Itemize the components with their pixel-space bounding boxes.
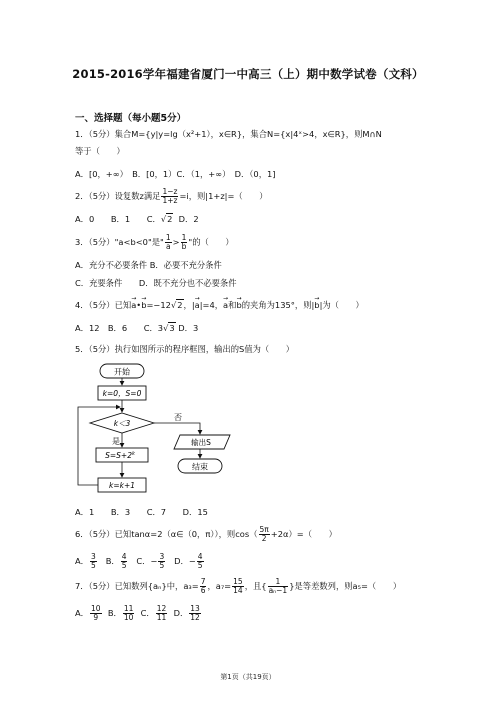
- q3-frac-a: [165, 234, 172, 251]
- flow-cond-label: k＜3: [113, 419, 131, 428]
- q3-frac-b: [181, 234, 188, 251]
- q6-an: 3: [90, 552, 96, 561]
- q7-f1n: 7: [200, 577, 206, 586]
- q7-opt-c: C．: [140, 608, 155, 618]
- q4-stem: [75, 299, 364, 311]
- q7-opt-a: A．: [75, 608, 89, 618]
- q7-frac-d: [189, 605, 201, 622]
- q6-frac-a: [90, 553, 97, 570]
- q3-options-1: A．充分不必要条件 B．必要不充分条件: [75, 260, 222, 270]
- q7-stem: [75, 578, 401, 595]
- q6-opt-b: B．: [105, 556, 120, 566]
- q7-text-post: }是等差数列，则a₅=（ ）: [289, 581, 402, 591]
- q7-f2d: 14: [233, 586, 243, 595]
- q6-fn: 5π: [259, 525, 269, 534]
- q4-opts: A．12 B．6 C．3: [75, 323, 164, 333]
- flow-no-label: 否: [174, 413, 182, 422]
- q4-sqrt: 2: [177, 300, 183, 310]
- q6-fraction: [259, 526, 270, 543]
- q3-f2n: 1: [181, 233, 187, 242]
- q7-bn: 11: [123, 604, 134, 613]
- q4-and: 和: [228, 300, 237, 310]
- q7-opt-b: B．: [107, 608, 122, 618]
- q7-text: 7．（5分）已知数列{aₙ}中，a₃=: [75, 581, 199, 591]
- exam-title: 2015-2016学年福建省厦门一中高三（上）期中数学试卷（文科）: [72, 67, 424, 81]
- q2-fraction: [161, 188, 178, 205]
- q6-options: [75, 553, 205, 570]
- q7-frac-3: [268, 578, 289, 595]
- q6-fd: 2: [261, 534, 267, 543]
- q4-angle: 的夹角为135°，则|: [241, 300, 315, 310]
- q4-vec-a2: → a: [195, 300, 200, 310]
- q2-opt-d: D．2: [178, 214, 199, 224]
- q3-text-post: "的（ ）: [188, 237, 234, 247]
- flow-update-label: $S=S+2^k$: [105, 451, 135, 460]
- q2-den: 1+z: [162, 196, 178, 205]
- q7-frac-a: [90, 605, 102, 622]
- q1-stem: 1．（5分）集合M={y|y=lg（x²+1），x∈R}，集合N={x|4ˣ>4，x∈R}，则M∩N: [75, 129, 382, 139]
- q6-dd: 5: [197, 561, 203, 570]
- q2-text: 2．（5分）设复数z满足: [75, 191, 161, 201]
- q5-options: A．1 B．3 C．7 D．15: [75, 507, 208, 517]
- q3-options-2: C．充要条件 D．既不充分也不必要条件: [75, 278, 237, 288]
- flow-init-label: k=0，S=0: [102, 389, 142, 398]
- flow-yes-label: 是: [112, 437, 120, 446]
- q6-text-post: +2α）=（ ）: [270, 529, 337, 539]
- q6-frac-d: [197, 553, 204, 570]
- q6-cd: 5: [159, 561, 165, 570]
- q7-f1d: 6: [200, 586, 206, 595]
- q4-vec-b2: → b: [236, 300, 241, 310]
- q6-frac-c: [158, 553, 165, 570]
- q4-opt-sqrt: 3: [169, 323, 175, 333]
- q7-ad: 9: [93, 613, 99, 622]
- q7-frac-b: [123, 605, 135, 622]
- flow-end-label: 结束: [192, 462, 208, 472]
- q7-dd: 12: [190, 613, 200, 622]
- q4-vec-b: → b: [141, 300, 146, 310]
- q6-opt-a: A．: [75, 556, 89, 566]
- q2-num: 1−z: [162, 187, 178, 196]
- q6-stem: [75, 526, 337, 543]
- q5-stem: 5．（5分）执行如图所示的程序框图，输出的S值为（ ）: [75, 344, 295, 354]
- q2-options: [75, 213, 199, 225]
- q2-text-post: =i，则|1+z|=（ ）: [179, 191, 268, 201]
- q6-dn: 4: [197, 552, 203, 561]
- q4-vec-b3: → b: [314, 300, 319, 310]
- q4-dot: •: [136, 300, 142, 310]
- q6-cn: 3: [159, 552, 165, 561]
- page-footer: 第1页（共19页）: [220, 673, 276, 681]
- q6-frac-b: [121, 553, 128, 570]
- q4-tail: |为（ ）: [319, 300, 364, 310]
- q3-gt: >: [172, 237, 180, 247]
- q3-text: 3．（5分）"a<b<0"是": [75, 237, 164, 247]
- q7-dn: 13: [190, 604, 200, 613]
- q6-bn: 4: [121, 552, 127, 561]
- q3-f2d: b: [181, 242, 187, 251]
- q3-stem: [75, 234, 234, 251]
- q1-stem-cont: 等于（ ）: [75, 146, 125, 156]
- sqrt-icon: √: [160, 214, 167, 224]
- q2-sqrt-val: 2: [167, 214, 173, 224]
- q7-bd: 10: [123, 613, 134, 622]
- q7-frac-2: [232, 578, 244, 595]
- q6-opt-d: D．−: [174, 556, 196, 566]
- q7-opt-d: D．: [173, 608, 189, 618]
- q4-vec-a: → a: [131, 300, 136, 310]
- q7-f3n: 1: [268, 578, 289, 587]
- q4-vec-a3: → a: [223, 300, 228, 310]
- q7-f3d: aₙ−1: [268, 586, 288, 595]
- q6-opt-c: C．−: [136, 556, 158, 566]
- q7-mid2: ，且{: [244, 581, 267, 591]
- q7-mid: ，a₇=: [207, 581, 232, 591]
- flow-output-label: 输出S: [191, 438, 211, 447]
- q6-text: 6．（5分）已知tanα=2（α∈（0，π）），则cos（: [75, 529, 258, 539]
- q4-options: [75, 322, 198, 334]
- q1-options: A．[0，+∞） B．[0，1）C．（1，+∞） D．（0，1]: [75, 169, 276, 179]
- q7-frac-c: [156, 605, 168, 622]
- sqrt-icon: √: [170, 300, 177, 310]
- q7-an: 10: [90, 604, 101, 613]
- flowchart: [70, 362, 270, 502]
- q7-cd: 11: [156, 613, 167, 622]
- flow-incr-label: k=k+1: [108, 481, 136, 490]
- q4-eq: =−12: [146, 300, 171, 310]
- q2-opts-ab: A．0 B．1 C．: [75, 214, 161, 224]
- q3-f1d: a: [165, 242, 171, 251]
- section-heading: 一、选择题（每小题5分）: [75, 113, 187, 124]
- q4-mid: ，|: [183, 300, 195, 310]
- sqrt-icon: √: [163, 323, 169, 333]
- q6-ad: 5: [90, 561, 96, 570]
- q7-f2n: 15: [233, 577, 243, 586]
- q4-opt-d: D．3: [178, 323, 199, 333]
- q7-options: [75, 605, 202, 622]
- q2-stem: [75, 188, 268, 205]
- q7-frac-1: [200, 578, 207, 595]
- q7-cn: 12: [156, 604, 167, 613]
- q4-mid2: |=4，: [199, 300, 224, 310]
- flow-start-label: 开始: [114, 367, 130, 377]
- q3-f1n: 1: [165, 233, 171, 242]
- q6-bd: 5: [121, 561, 127, 570]
- q4-text: 4．（5分）已知: [75, 300, 132, 310]
